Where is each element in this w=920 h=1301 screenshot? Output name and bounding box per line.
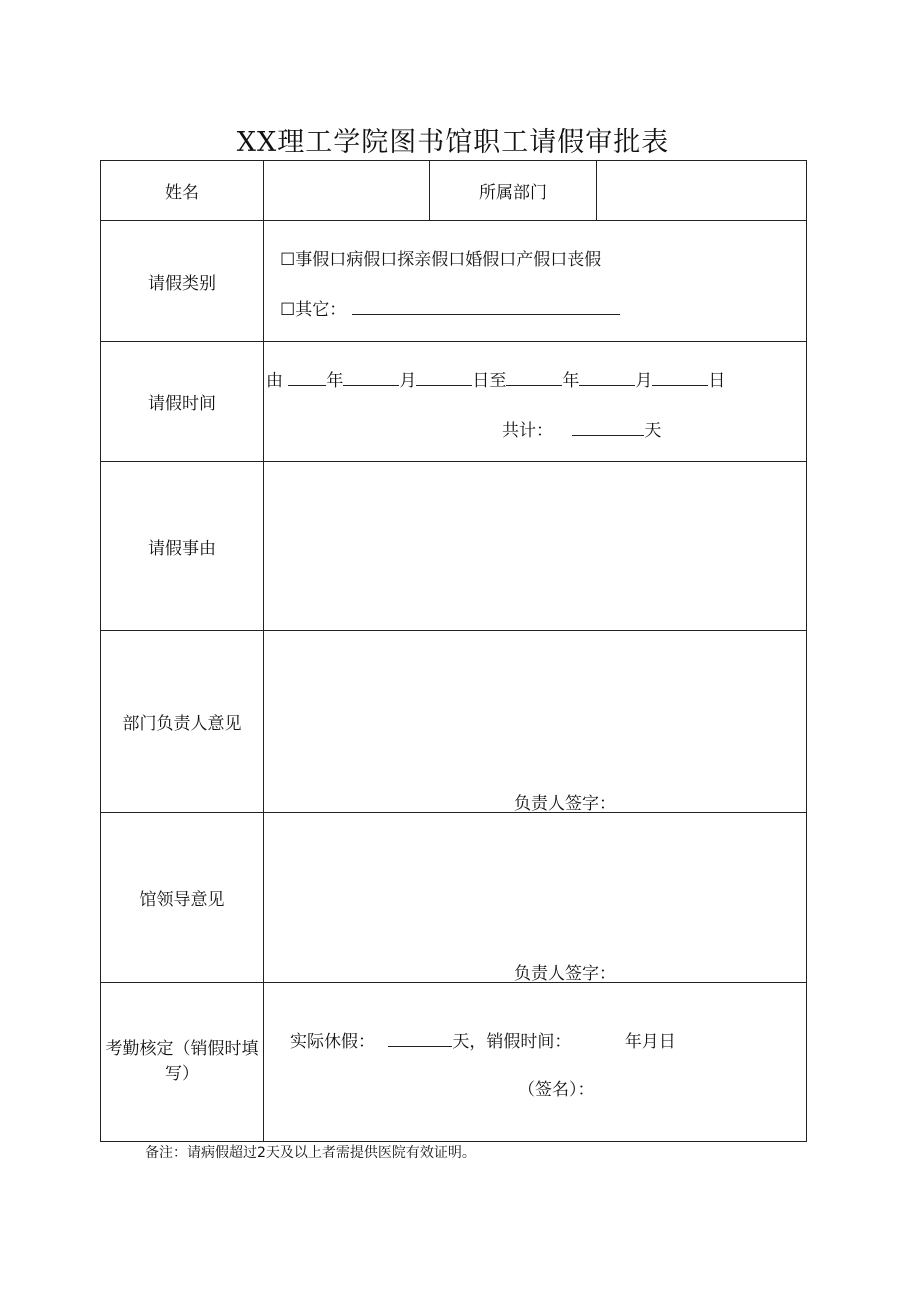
from-label: 由 [266,371,283,391]
option-maternity-leave[interactable]: 口产假 [499,250,551,270]
row-name [101,161,807,221]
start-day-input[interactable] [416,370,472,386]
option-sick-leave[interactable]: 口病假 [329,250,381,270]
attendance-label: 考勤核定（销假时填写） [101,983,264,1142]
row-leave-time [101,342,807,462]
leave-date-range [266,366,725,391]
leave-type-options [280,245,601,270]
option-other[interactable] [280,295,620,320]
attendance-signature-label: （签名）： [518,1080,595,1100]
end-month-input[interactable] [579,370,635,386]
start-year-input[interactable] [288,370,326,386]
end-year-input[interactable] [506,370,562,386]
row-attendance [101,983,807,1142]
leader-signature-label: 负责人签字： [514,964,616,984]
total-unit: 天 [644,421,662,441]
actual-leave-label: 实际休假： [290,1032,375,1052]
leave-type-cell [264,221,807,342]
name-input[interactable] [264,161,430,221]
total-label: 共计： [502,421,553,441]
department-label: 所属部门 [430,161,597,221]
year-label: 年 [326,371,344,391]
footnote: 备注：请病假超过2天及以上者需提供医院有效证明。 [145,1145,476,1161]
name-label: 姓名 [101,161,264,221]
option-personal-leave[interactable]: ☐事假 [280,250,330,270]
leave-time-label: 请假时间 [101,342,264,462]
day2-label: 日 [708,371,726,391]
other-label: ☐其它： [280,300,347,320]
department-input[interactable] [597,161,807,221]
leave-reason-label: 请假事由 [101,462,264,631]
actual-days-unit: 天，销假时间： [452,1032,572,1052]
leave-time-cell [264,342,807,462]
month2-label: 月 [635,371,653,391]
leader-opinion-label: 馆领导意见 [101,813,264,983]
row-dept-opinion [101,631,807,813]
month-label: 月 [399,371,417,391]
attendance-cell [264,983,807,1142]
start-month-input[interactable] [343,370,399,386]
year2-label: 年 [562,371,580,391]
form-title: XX理工学院图书馆职工请假审批表 [236,127,670,158]
dept-opinion-label: 部门负责人意见 [101,631,264,813]
other-input-line[interactable] [352,299,620,315]
leave-type-label: 请假类别 [101,221,264,342]
option-marriage-leave[interactable]: 口婚假 [448,250,500,270]
dept-opinion-input[interactable] [264,631,807,813]
row-leader-opinion [101,813,807,983]
end-day-input[interactable] [652,370,708,386]
option-family-visit-leave[interactable]: 口探亲假 [380,250,449,270]
total-days-input[interactable] [572,420,644,436]
leave-reason-input[interactable] [264,462,807,631]
day-to-label: 日至 [472,371,507,391]
leader-opinion-input[interactable] [264,813,807,983]
dept-signature-label: 负责人签字： [514,794,616,814]
row-leave-type [101,221,807,342]
row-leave-reason [101,462,807,631]
actual-days-input[interactable] [388,1031,452,1047]
total-days [502,416,661,441]
leave-form-table [100,160,807,1142]
actual-leave-line [290,1027,676,1052]
cancel-date-text[interactable]: 年月日 [624,1032,676,1052]
option-bereavement-leave[interactable]: 口丧假 [550,250,602,270]
